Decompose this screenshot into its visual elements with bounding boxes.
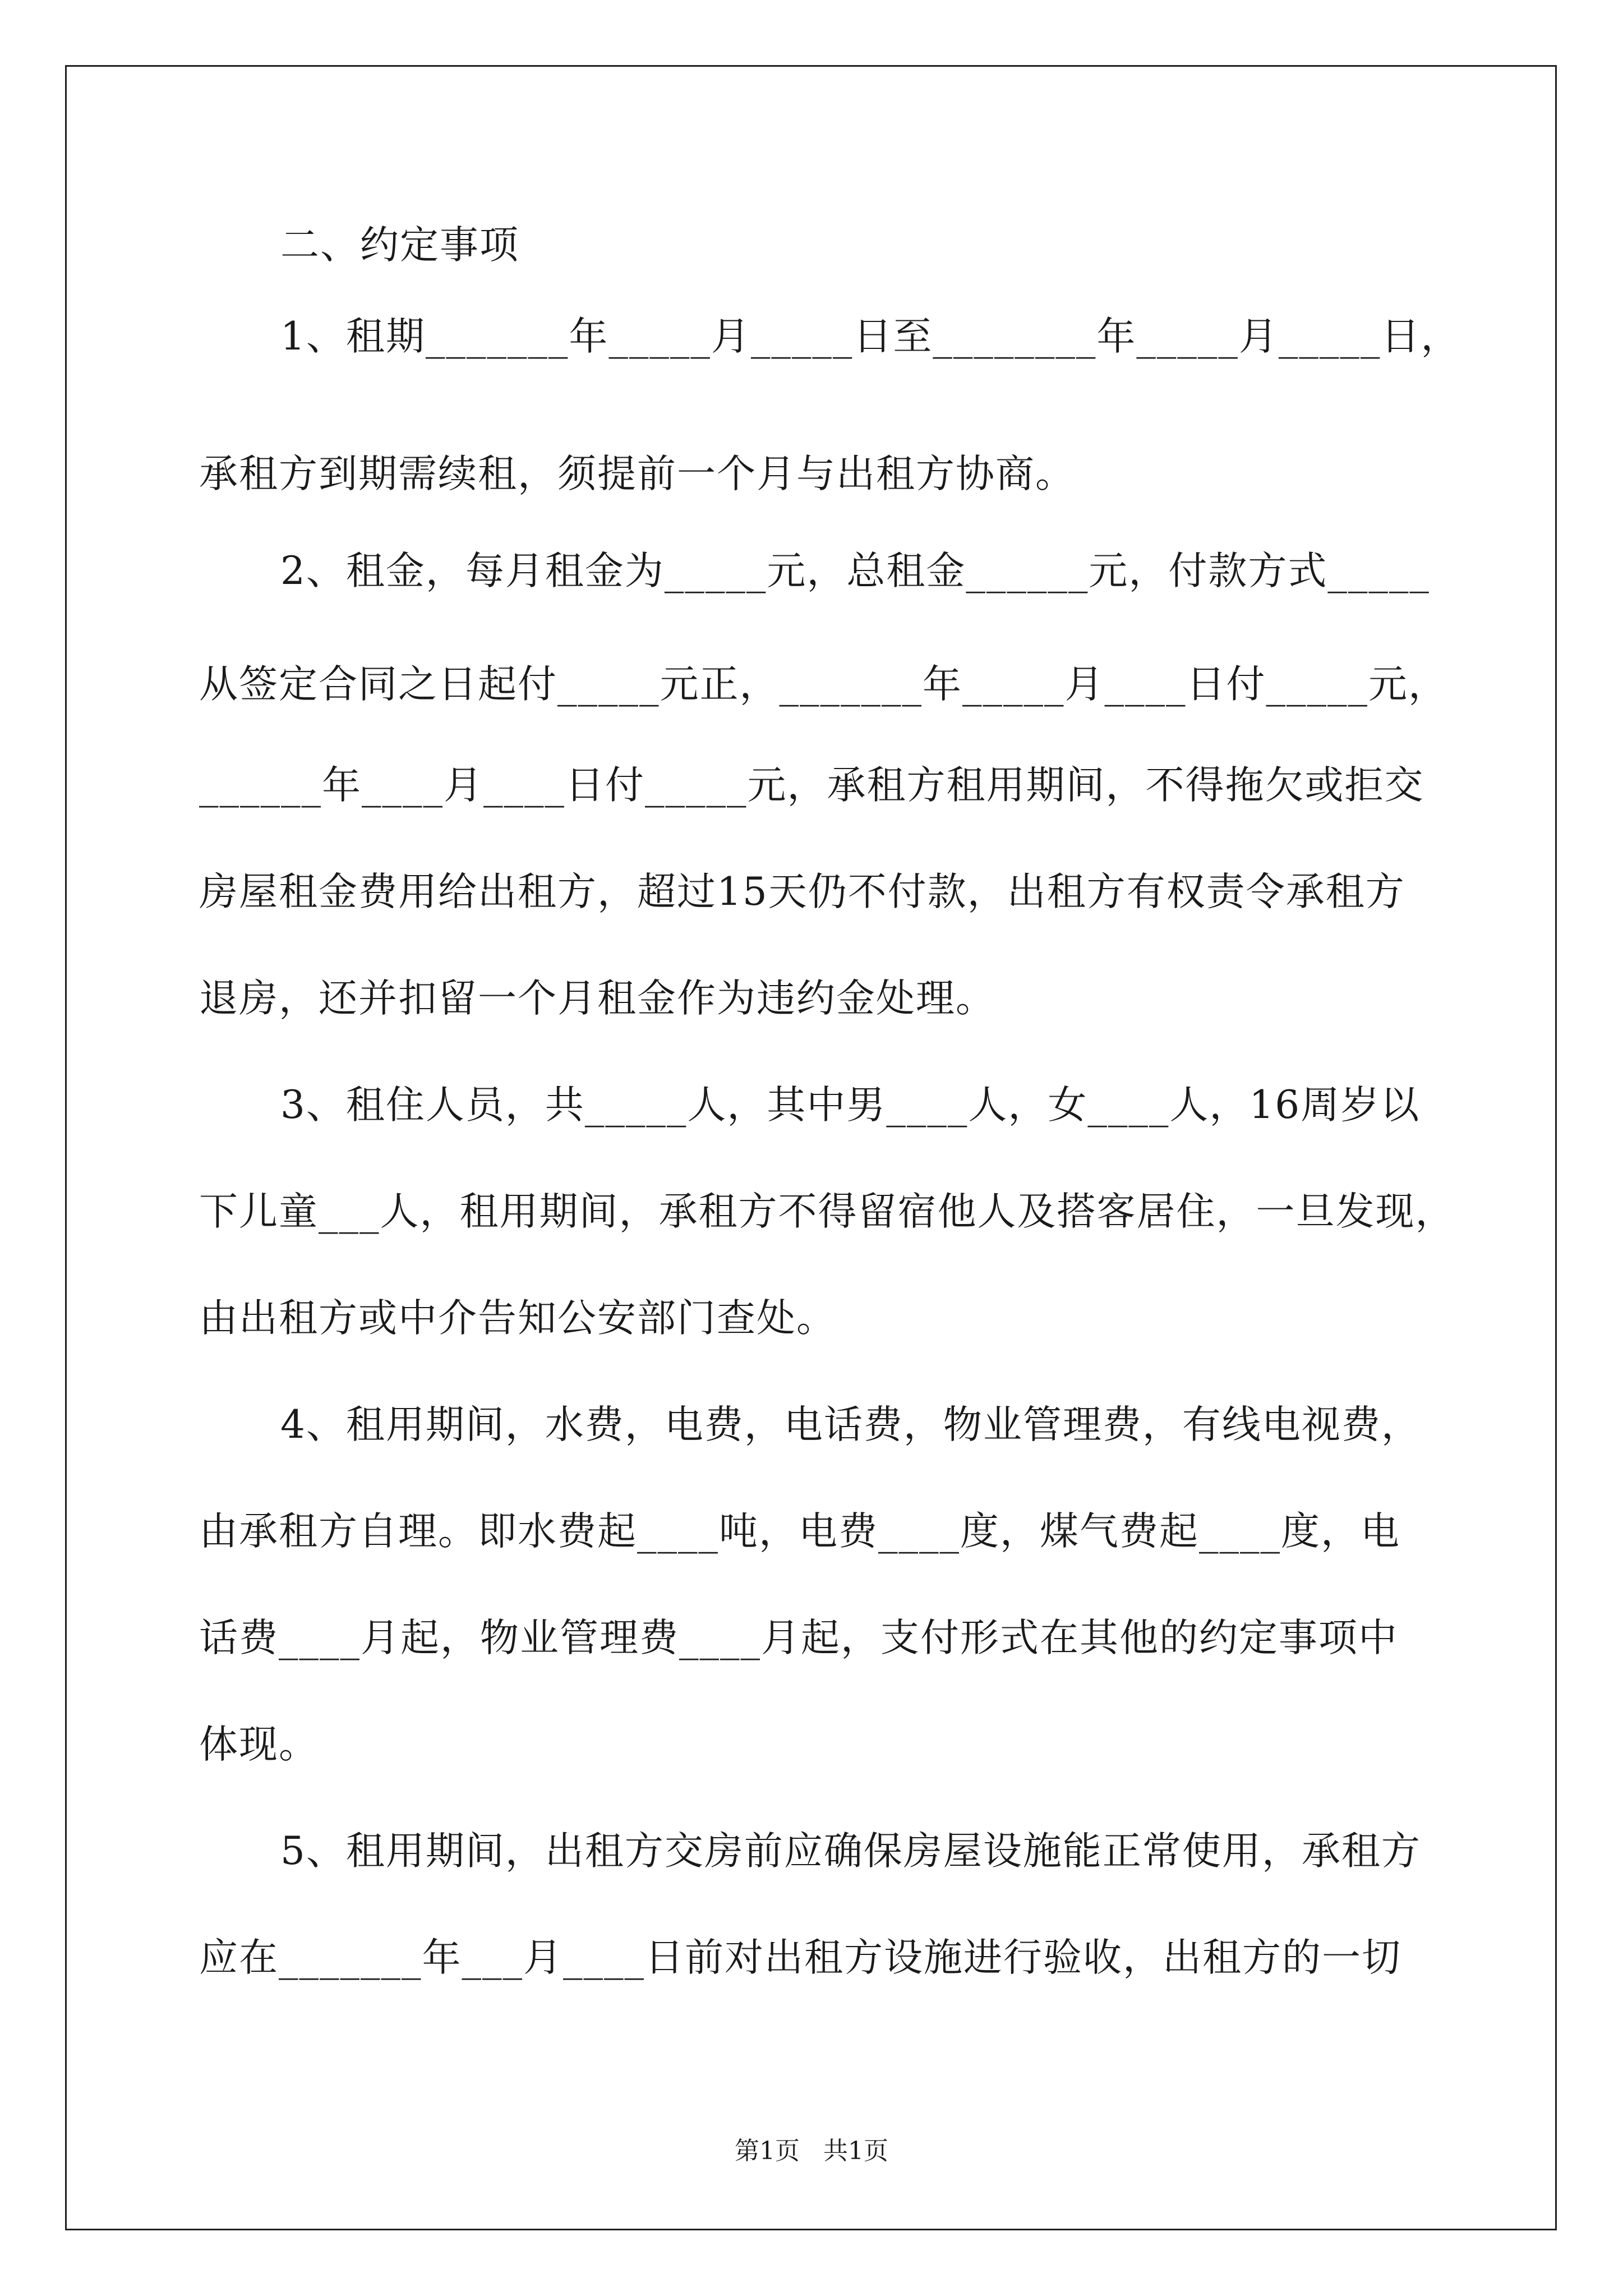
clause-3-line-1: 3、租住人员，共_____人，其中男____人，女____人，16周岁以	[280, 1083, 1421, 1128]
clause-4-line-1: 4、租用期间，水费，电费，电话费，物业管理费，有线电视费，	[280, 1402, 1421, 1447]
clause-2-line-2: 从签定合同之日起付_____元正，_______年_____月____日付_____元，	[199, 662, 1448, 707]
clause-2-line-1: 2、租金，每月租金为_____元，总租金______元，付款方式_____	[280, 549, 1430, 593]
clause-4-line-4: 体现。	[199, 1722, 319, 1767]
clause-5-line-2: 应在_______年___月____日前对出租方设施进行验收，出租方的一切	[199, 1935, 1401, 1980]
clause-4-line-2: 由承租方自理。即水费起____吨，电费____度，煤气费起____度，电	[199, 1509, 1400, 1554]
page-border	[65, 65, 1557, 2230]
page-number-footer: 第1页 共1页	[735, 2137, 888, 2165]
clause-3-line-3: 由出租方或中介告知公安部门查处。	[199, 1296, 836, 1341]
clause-5-line-1: 5、租用期间，出租方交房前应确保房屋设施能正常使用，承租方	[280, 1829, 1421, 1874]
clause-2-line-3: ______年____月____日付_____元，承租方租用期间，不得拖欠或拒交	[199, 763, 1424, 808]
clause-2-line-5: 退房，还并扣留一个月租金作为违约金处理。	[199, 976, 995, 1021]
clause-1-line-2: 承租方到期需续租，须提前一个月与出租方协商。	[199, 452, 1075, 496]
clause-1-line-1: 1、租期_______年_____月_____日至________年_____月_____日，	[280, 314, 1461, 359]
clause-4-line-3: 话费____月起，物业管理费____月起，支付形式在其他的约定事项中	[199, 1616, 1398, 1660]
clause-3-line-2: 下儿童___人，租用期间，承租方不得留宿他人及搭客居住，一旦发现，	[199, 1189, 1455, 1234]
section-heading: 二、约定事项	[280, 223, 519, 268]
clause-2-line-4: 房屋租金费用给出租方，超过15天仍不付款，出租方有权责令承租方	[199, 869, 1405, 914]
